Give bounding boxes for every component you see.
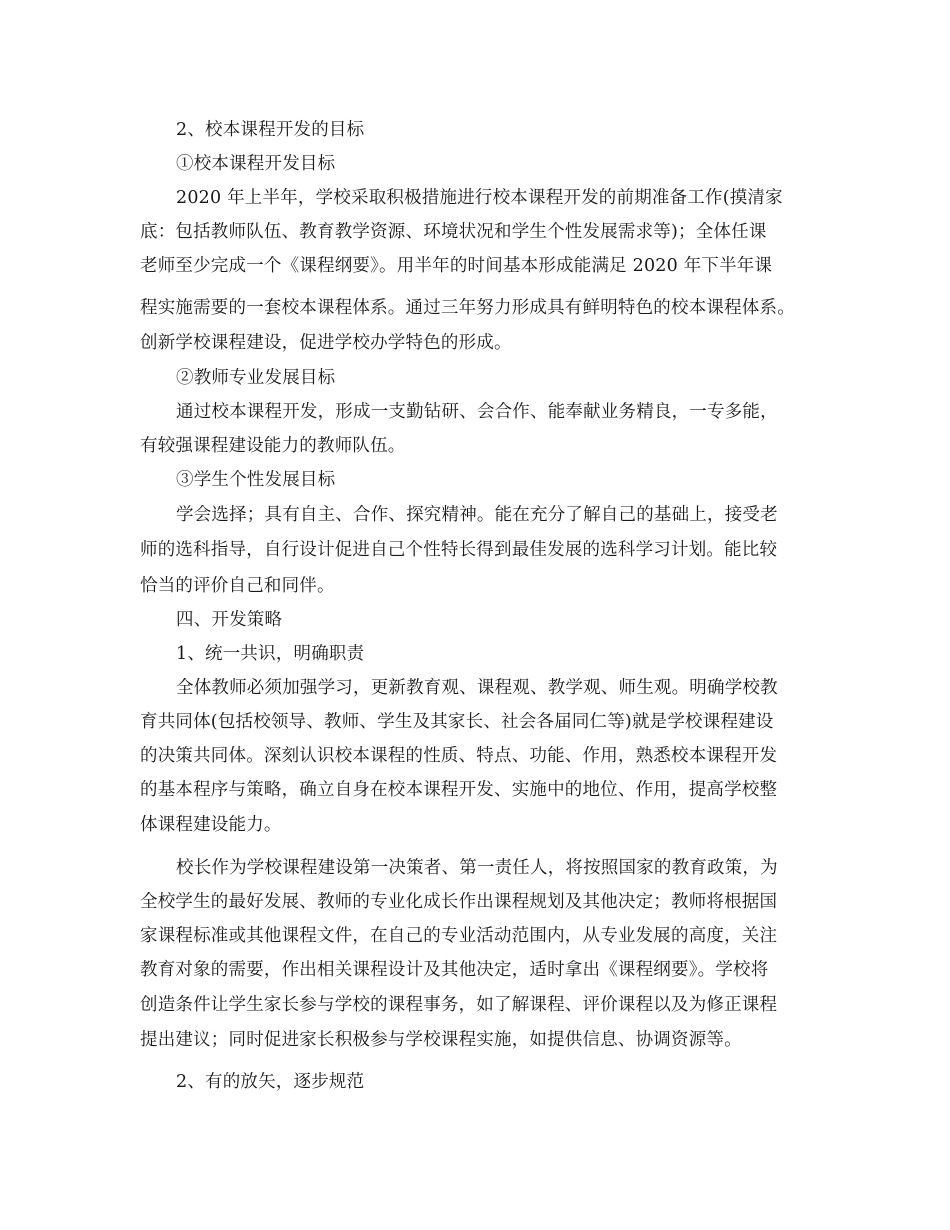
subheading-targeted: 2、有的放矢，逐步规范 bbox=[176, 1072, 365, 1092]
paragraph-line: 创新学校课程建设，促进学校办学特色的形成。 bbox=[140, 333, 512, 353]
paragraph-line: 恰当的评价自己和同伴。 bbox=[140, 576, 335, 596]
paragraph-line: 提出建议；同时促进家长积极参与学校课程实施，如提供信息、协调资源等。 bbox=[140, 1030, 742, 1050]
paragraph-line: 老师至少完成一个《课程纲要》。用半年的时间基本形成能满足 2020 年下半年课 bbox=[140, 256, 773, 276]
paragraph-line: 通过校本课程开发，形成一支勤钻研、会合作、能奉献业务精良，一专多能， bbox=[176, 402, 778, 422]
paragraph-line: 底：包括教师队伍、教育教学资源、环境状况和学生个性发展需求等)；全体任课 bbox=[140, 222, 767, 242]
heading-course-goals: 2、校本课程开发的目标 bbox=[176, 120, 365, 140]
paragraph-line: 全校学生的最好发展、教师的专业化成长作出课程规划及其他决定；教师将根据国 bbox=[140, 892, 778, 912]
paragraph-line: 的基本程序与策略，确立自身在校本课程开发、实施中的地位、作用，提高学校整 bbox=[140, 780, 778, 800]
paragraph-line: 教育对象的需要，作出相关课程设计及其他决定，适时拿出《课程纲要》。学校将 bbox=[140, 960, 769, 980]
paragraph-line: 体课程建设能力。 bbox=[140, 815, 282, 835]
paragraph-line: 校长作为学校课程建设第一决策者、第一责任人，将按照国家的教育政策，为 bbox=[176, 858, 778, 878]
paragraph-line: 育共同体(包括校领导、教师、学生及其家长、社会各届同仁等)就是学校课程建设 bbox=[140, 712, 774, 732]
subheading-consensus: 1、统一共识，明确职责 bbox=[176, 644, 365, 664]
subheading-student-goal: ③学生个性发展目标 bbox=[176, 470, 336, 490]
paragraph-line: 全体教师必须加强学习，更新教育观、课程观、教学观、师生观。明确学校教 bbox=[176, 678, 778, 698]
paragraph-line: 2020 年上半年，学校采取积极措施进行校本课程开发的前期准备工作(摸清家 bbox=[176, 188, 783, 208]
paragraph-line: 师的选科指导，自行设计促进自己个性特长得到最佳发展的选科学习计划。能比较 bbox=[140, 540, 778, 560]
heading-dev-strategy: 四、开发策略 bbox=[176, 610, 283, 630]
subheading-course-dev-goal: ①校本课程开发目标 bbox=[176, 154, 336, 174]
paragraph-line: 创造条件让学生家长参与学校的课程事务，如了解课程、评价课程以及为修正课程 bbox=[140, 995, 778, 1015]
paragraph-line: 学会选择；具有自主、合作、探究精神。能在充分了解自己的基础上，接受老 bbox=[176, 505, 778, 525]
paragraph-line: 有较强课程建设能力的教师队伍。 bbox=[140, 436, 406, 456]
paragraph-line: 的决策共同体。深刻认识校本课程的性质、特点、功能、作用，熟悉校本课程开发 bbox=[140, 746, 778, 766]
paragraph-line: 程实施需要的一套校本课程体系。通过三年努力形成具有鲜明特色的校本课程体系。 bbox=[140, 298, 795, 318]
paragraph-line: 家课程标准或其他课程文件，在自己的专业活动范围内，从专业发展的高度，关注 bbox=[140, 926, 778, 946]
subheading-teacher-goal: ②教师专业发展目标 bbox=[176, 368, 336, 388]
